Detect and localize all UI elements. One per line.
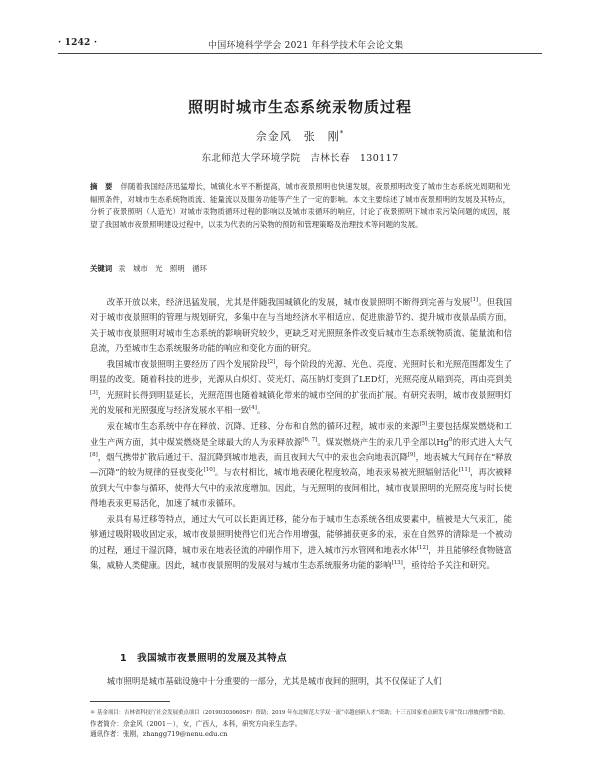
- citation: [12]: [416, 544, 429, 551]
- affiliation: 东北师范大学环境学院 吉林长春 130117: [201, 153, 399, 164]
- paragraph-text: ，烟气携带扩散后通过干、湿沉降到城市地表，而且夜间大气中的汞也会向地表沉降: [97, 451, 408, 462]
- paragraph-text: 。与农村相比，城市地表硬化程度较高，地表汞易被光照辐射活化: [214, 467, 459, 478]
- abstract: [90, 181, 510, 231]
- superscript: 0: [449, 436, 453, 443]
- paragraph-2: [90, 357, 512, 418]
- author-line: [0, 128, 600, 144]
- paragraph-3: [90, 419, 512, 511]
- paragraph-1: [90, 295, 512, 356]
- citation: [1]: [470, 297, 479, 304]
- paragraph-text: ，每个阶段的光源、光色、亮度、光照时长和光照范围都发生了明显的改变。随着科技的进步，光源从白炽灯、荧光灯、高压钠灯变到了LED灯，光照亮度从暗到亮，再由亮到美: [90, 359, 513, 385]
- citation: [8]: [90, 452, 98, 459]
- citation: [5]: [419, 421, 428, 428]
- paragraph-5: 城市照明是城市基础设施中十分重要的一部分，尤其是城市夜间的照明，其不仅保证了人们: [106, 676, 442, 686]
- abstract-label: 摘 要: [90, 182, 113, 191]
- paragraph-4: [90, 512, 512, 573]
- footnote-contact: 通讯作者：张刚，zhangg719@nenu.edu.cn: [90, 730, 228, 738]
- running-title: 中国环境科学学会 2021 年科学技术年会论文集: [208, 41, 404, 51]
- paper-title: 照明时城市生态系统汞物质过程: [187, 98, 412, 116]
- paragraph-text: 。煤炭燃烧产生的汞几乎全部以Hg: [317, 436, 450, 447]
- paragraph-text: ，并且能够经食物链富集，威胁人类健康。因此，城市夜景照明的发展对与城市生态系统服务功能的影响: [90, 544, 513, 571]
- corresponding-mark: *: [339, 129, 345, 138]
- running-header: [58, 38, 542, 52]
- paragraph-text: 主要包括煤炭燃烧和工业生产两方面，其中煤炭燃烧是全球最大的人为汞释放源: [90, 421, 513, 447]
- paragraph-text: 。但我国对于城市夜景照明的管理与规划研究，多集中在与当地经济水平相适应、促进旅游节约、提升城市夜景品质方面，关于城市夜景照明对城市生态系统的影响研究较少，更缺乏对光照照条件改变后城市生态系统物质流、能量流和信息流，乃至城市生态系统服务功能的响应和变化方面的研究。: [90, 297, 513, 353]
- paragraph-text: 我国城市夜景照明主要经历了四个发展阶段: [106, 359, 268, 370]
- keywords-text: 汞 城市 光 照明 循环: [118, 264, 207, 273]
- paragraph-text: ，亟待给予关注和研究。: [402, 560, 495, 571]
- paragraph-text: ，再次被释放到大气中参与循环，使得大气中的汞浓度增加。因此，与无照明的夜间相比，城市夜景照明的光照亮度与时长使得地表汞更易活化，加速了城市汞循环。: [90, 467, 513, 508]
- citation: [11]: [458, 467, 470, 474]
- paragraph-text: 改革开放以来，经济迅猛发展，尤其是伴随我国城镇化的发展，城市夜景照明不断得到完善与发展: [106, 297, 471, 307]
- citation: [3]: [90, 389, 98, 396]
- body-text: [90, 295, 512, 574]
- citation: [9]: [407, 452, 416, 459]
- footnote-author: 作者简介：佘金风（2001－），女，广西人，本科，研究方向汞生态学。: [90, 719, 302, 728]
- citation: [10]: [203, 467, 215, 474]
- page-number: · 1242 ·: [58, 38, 98, 48]
- paragraph-text: ，光照时长得到明显延长，光照范围也随着城镇化带来的城市空间的扩张而扩展。有研究表明，城市夜景照明灯光的发展和光照强度与经济发展水平相一致: [90, 389, 512, 416]
- section-heading: 1 我国城市夜景照明的发展及其特点: [120, 653, 288, 664]
- footnote-rule: [90, 701, 170, 702]
- paragraph-text: 。: [256, 405, 266, 416]
- keywords-label: 关键词: [90, 264, 113, 273]
- citation: [2]: [267, 359, 276, 366]
- citation: [6, 7]: [302, 436, 318, 443]
- citation: [4]: [249, 405, 257, 412]
- paragraph-text: 的形式进入大气: [452, 436, 513, 447]
- citation: [13]: [391, 560, 403, 567]
- paragraph-text: 汞在城市生态系统中存在释放、沉降、迁移、分布和自然的循环过程，城市汞的来源: [106, 421, 420, 432]
- author-names: 佘金风 张 刚: [255, 130, 340, 143]
- paragraph-text: 汞具有易迁移等特点，通过大气可以长距离迁移，能分布于城市生态系统各组成要素中，植被是大气汞汇，能够通过吸附吸收固定汞，城市夜景照明使得它们光合作用增强，能够捕获更多的汞，汞在自然界的清除是一个被动的过程，通过干湿沉降，城市汞在地表径流的冲刷作用下，进入城市污水管网和地表水体: [90, 514, 512, 555]
- footnotes: [90, 708, 520, 740]
- keywords: [90, 263, 510, 275]
- abstract-text: 伴随着我国经济迅猛增长，城镇化水平不断提高，城市夜景照明也快速发展，夜景照明改变了城市生态系统光周期和光辐照条件，对城市生态系统物质流、能量流以及服务功能等产生了一定的影响。本文主要综述了城市夜景照明的发展及其特点，分析了夜景照明（人造光）对城市汞物质循环过程的影响以及城市汞循环的响应，讨论了夜景照明下城市汞污染问题的成因，展望了我国城市夜景照明建设过程中，以汞为代表的污染物的预防和管理策略及治理技术等问题的发展。: [90, 182, 510, 229]
- paragraph-text: ，地表城大气间存在“释放—沉降”的较为规律的昼夜变化: [90, 451, 512, 478]
- footnote-fund: ＊ 基金项目：吉林省科技厅社会发展重点项目（20190303060SF）资助；2019 年东北师范大学双一流“卓越创新人才”资助；十三五国家重点研发专项“伐口滑坡预警”资助。: [90, 710, 509, 716]
- header-rule: [58, 53, 542, 54]
